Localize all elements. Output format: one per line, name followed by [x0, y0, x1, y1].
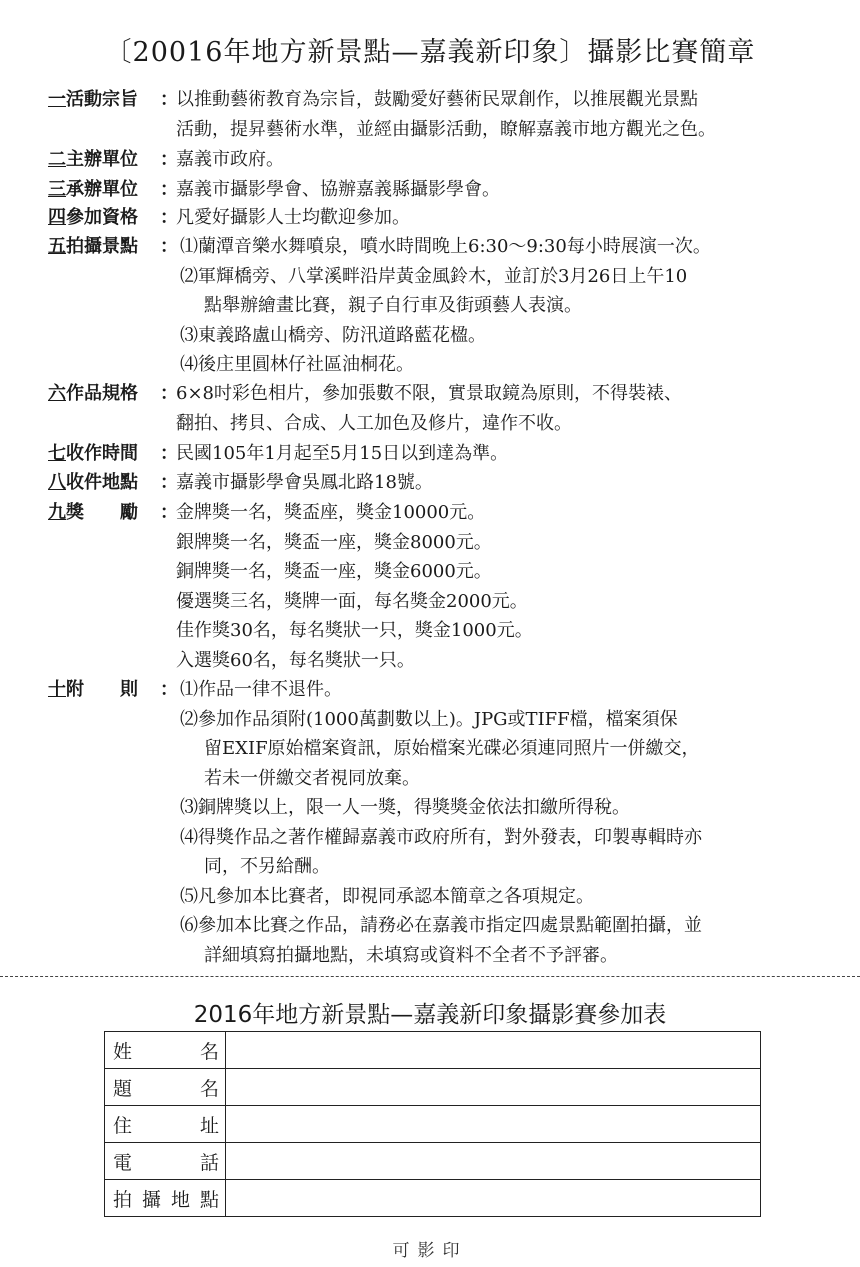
- section-text-line: 詳細填寫拍攝地點，未填寫或資料不全者不予評審。: [204, 944, 618, 966]
- form-row: [105, 1180, 761, 1217]
- section-label-text: 拍攝景點: [66, 236, 138, 257]
- section-label-text: 收作時間: [66, 443, 138, 464]
- section-text-line: 嘉義市政府。: [176, 149, 284, 170]
- section-body: [176, 499, 836, 676]
- section-text-line: 以推動藝術教育為宗旨，鼓勵愛好藝術民眾創作，以推展觀光景點: [176, 89, 698, 110]
- section-text-line: ⑶東義路盧山橋旁、防汛道路藍花楹。: [180, 324, 486, 346]
- section-body: [176, 233, 836, 381]
- section-label-text: 收件地點: [66, 472, 138, 493]
- section-text-line: 嘉義市攝影學會吳鳳北路18號。: [176, 472, 433, 493]
- section-text-line: ⑵參加作品須附(1000萬劃數以上)。JPG或TIFF檔，檔案須保: [180, 708, 678, 730]
- section-number: 三: [48, 179, 66, 200]
- section-body: [176, 380, 836, 439]
- section-label: [48, 380, 178, 408]
- label-colon: ：: [160, 383, 178, 404]
- section-text-line: 活動，提昇藝術水準，並經由攝影活動，瞭解嘉義市地方觀光之色。: [176, 118, 716, 140]
- section-text-line: ⑷後庄里圓林仔社區油桐花。: [180, 354, 414, 375]
- section-number: 九: [48, 502, 66, 523]
- document-title: 〔20016年地方新景點—嘉義新印象〕攝影比賽簡章: [104, 37, 756, 68]
- section-label: [48, 146, 178, 174]
- label-colon: ：: [160, 149, 178, 170]
- form-field-label: 姓 名: [105, 1032, 226, 1069]
- section-text-line: 若未一併繳交者視同放棄。: [204, 767, 420, 789]
- section-label: [48, 676, 178, 704]
- section-text-line: 點舉辦繪畫比賽，親子自行車及街頭藝人表演。: [204, 295, 582, 316]
- label-colon: ：: [160, 207, 178, 228]
- section-text-line: 銀牌獎一名，獎盃一座，獎金8000元。: [176, 531, 492, 553]
- section-body: [176, 204, 836, 234]
- form-field-input[interactable]: [226, 1069, 761, 1106]
- section-text-line: 同，不另給酬。: [204, 856, 330, 877]
- section-body: [176, 440, 836, 470]
- section-label: [48, 86, 178, 114]
- entry-form-table: [104, 1031, 761, 1217]
- section-label-text: 活動宗旨: [66, 89, 138, 110]
- section-body: [176, 146, 836, 176]
- label-colon: ：: [160, 502, 178, 523]
- section-text-line: ⑴蘭潭音樂水舞噴泉，噴水時間晚上6:30～9:30每小時展演一次。: [180, 236, 711, 257]
- section-text-line: 民國105年1月起至5月15日以到達為準。: [176, 443, 509, 464]
- form-field-input[interactable]: [226, 1143, 761, 1180]
- label-colon: ：: [160, 472, 178, 493]
- section-text-line: ⑴作品一律不退件。: [180, 679, 342, 700]
- section-label: [48, 499, 178, 527]
- section-label: [48, 440, 178, 468]
- form-field-label: 題 名: [105, 1069, 226, 1106]
- section-text-line: 6×8吋彩色相片，參加張數不限，實景取鏡為原則，不得裝裱、: [176, 383, 682, 404]
- form-field-label: 住 址: [105, 1106, 226, 1143]
- section-number: 四: [48, 207, 66, 228]
- section-number: 八: [48, 472, 66, 493]
- section-label: [48, 204, 178, 232]
- section-text-line: ⑸凡參加本比賽者，即視同承認本簡章之各項規定。: [180, 885, 594, 907]
- section-text-line: 銅牌獎一名，獎盃一座，獎金6000元。: [176, 561, 492, 582]
- label-colon: ：: [160, 89, 178, 110]
- section-text-line: ⑵軍輝橋旁、八掌溪畔沿岸黃金風鈴木，並訂於3月26日上午10: [180, 265, 688, 287]
- label-colon: ：: [160, 443, 178, 464]
- section-body: [176, 86, 836, 145]
- section-text-line: 嘉義市攝影學會、協辦嘉義縣攝影學會。: [176, 179, 500, 200]
- form-field-input[interactable]: [226, 1032, 761, 1069]
- section-label-text: 主辦單位: [66, 149, 138, 170]
- section-label: [48, 469, 178, 497]
- form-field-input[interactable]: [226, 1106, 761, 1143]
- section-label-text: 承辦單位: [66, 179, 138, 200]
- section-label: [48, 176, 178, 204]
- section-label-text: 作品規格: [66, 383, 138, 404]
- section-label-text: 參加資格: [66, 207, 138, 228]
- section-text-line: 凡愛好攝影人士均歡迎參加。: [176, 207, 410, 228]
- section-text-line: 佳作獎30名，每名獎狀一只，獎金1000元。: [176, 620, 533, 641]
- cut-line-divider: [0, 976, 860, 977]
- section-label: [48, 233, 178, 261]
- section-number: 七: [48, 443, 66, 464]
- section-text-line: 留EXIF原始檔案資訊，原始檔案光碟必須連同照片一併繳交，: [204, 738, 700, 759]
- section-text-line: 入選獎60名，每名獎狀一只。: [176, 649, 415, 671]
- form-field-label: 拍攝地點: [105, 1180, 226, 1217]
- section-text-line: ⑹參加本比賽之作品，請務必在嘉義市指定四處景點範圍拍攝，並: [180, 915, 702, 936]
- section-number: 二: [48, 149, 66, 170]
- photocopy-allowed-stamp: 可影印: [392, 1241, 468, 1261]
- form-row: [105, 1143, 761, 1180]
- section-label-text: 附 則: [66, 679, 138, 700]
- form-row: [105, 1069, 761, 1106]
- form-row: [105, 1106, 761, 1143]
- form-row: [105, 1032, 761, 1069]
- section-text-line: ⑶銅牌獎以上，限一人一獎，得獎獎金依法扣繳所得稅。: [180, 797, 630, 818]
- label-colon: ：: [160, 179, 178, 200]
- section-number: 六: [48, 383, 66, 404]
- label-colon: ：: [160, 679, 178, 700]
- section-body: [176, 176, 836, 206]
- section-text-line: 優選獎三名，獎牌一面，每名獎金2000元。: [176, 590, 528, 612]
- section-number: 五: [48, 236, 66, 257]
- section-body: [176, 469, 836, 499]
- section-text-line: 金牌獎一名，獎盃座，獎金10000元。: [176, 502, 486, 523]
- section-number: 一: [48, 89, 66, 110]
- label-colon: ：: [160, 236, 178, 257]
- section-number: 十: [48, 679, 66, 700]
- entry-form-title: 2016年地方新景點—嘉義新印象攝影賽參加表: [193, 1002, 667, 1028]
- section-body: [176, 676, 836, 971]
- section-text-line: 翻拍、拷貝、合成、人工加色及修片，違作不收。: [176, 412, 572, 434]
- form-field-label: 電 話: [105, 1143, 226, 1180]
- section-label-text: 獎 勵: [66, 502, 138, 523]
- form-field-input[interactable]: [226, 1180, 761, 1217]
- section-text-line: ⑷得獎作品之著作權歸嘉義市政府所有，對外發表，印製專輯時亦: [180, 826, 702, 848]
